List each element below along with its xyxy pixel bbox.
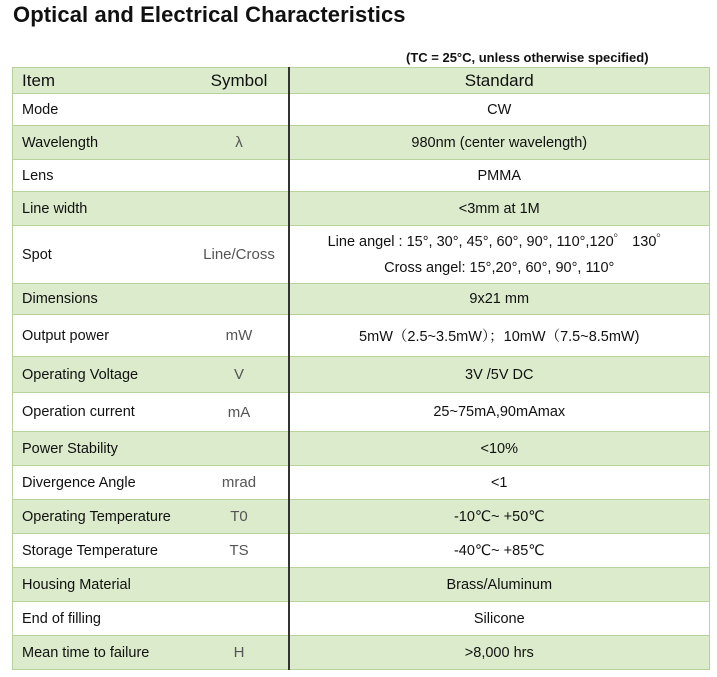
characteristics-table: [12, 67, 710, 670]
header-item: Item: [13, 68, 191, 94]
table-row-wavelength: [13, 126, 710, 160]
row-symbol: V: [191, 357, 289, 393]
row-symbol: TS: [191, 534, 289, 568]
row-standard: Silicone: [289, 602, 710, 636]
row-standard: 9x21 mm: [289, 284, 710, 315]
table-row-divergence-angle: [13, 466, 710, 500]
row-symbol: H: [191, 636, 289, 670]
spot-cross-angles: Cross angel: 15°,20°, 60°, 90°, 110°: [384, 259, 615, 276]
test-condition-note: (TC = 25°C, unless otherwise specified): [406, 50, 649, 65]
page-title: Optical and Electrical Characteristics: [13, 2, 406, 27]
table-row-operation-current: [13, 393, 710, 432]
table-row-storage-temperature: [13, 534, 710, 568]
row-symbol: mrad: [191, 466, 289, 500]
table-header-row: [13, 68, 710, 94]
header-standard: Standard: [289, 68, 710, 94]
row-item: Storage Temperature: [13, 534, 191, 568]
row-symbol: λ: [191, 126, 289, 160]
row-symbol: [191, 602, 289, 636]
row-standard: 25~75mA,90mAmax: [289, 393, 710, 432]
row-standard: <3mm at 1M: [289, 192, 710, 226]
row-item: Spot: [13, 226, 191, 284]
spot-line-angles: Line angel : 15°, 30°, 45°, 60°, 90°, 110°,120゜ 130゜: [327, 233, 671, 250]
table-row-housing-material: [13, 568, 710, 602]
row-item: Operation current: [13, 393, 191, 432]
row-standard: <10%: [289, 432, 710, 466]
row-item: Divergence Angle: [13, 466, 191, 500]
row-symbol: [191, 432, 289, 466]
row-item: Wavelength: [13, 126, 191, 160]
row-item: Output power: [13, 315, 191, 357]
row-standard: Brass/Aluminum: [289, 568, 710, 602]
row-item: End of filling: [13, 602, 191, 636]
table-row-operating-temperature: [13, 500, 710, 534]
row-standard: 3V /5V DC: [289, 357, 710, 393]
row-symbol: [191, 94, 289, 126]
row-symbol: Line/Cross: [191, 226, 289, 284]
row-standard: 5mW（2.5~3.5mW）；10mW（7.5~8.5mW): [289, 315, 710, 357]
table-row-mean-time-to-failure: [13, 636, 710, 670]
table-row-lens: [13, 160, 710, 192]
header-symbol: Symbol: [191, 68, 289, 94]
row-standard: PMMA: [289, 160, 710, 192]
table-row-spot: [13, 226, 710, 284]
row-item: Operating Temperature: [13, 500, 191, 534]
table-row-dimensions: [13, 284, 710, 315]
table-row-mode: [13, 94, 710, 126]
row-standard: <1: [289, 466, 710, 500]
row-item: Mean time to failure: [13, 636, 191, 670]
row-symbol: [191, 192, 289, 226]
row-symbol: [191, 160, 289, 192]
row-item: Housing Material: [13, 568, 191, 602]
table-row-power-stability: [13, 432, 710, 466]
row-item: Mode: [13, 94, 191, 126]
row-standard: [289, 226, 710, 284]
table-row-output-power: [13, 315, 710, 357]
row-symbol: mW: [191, 315, 289, 357]
row-symbol: [191, 568, 289, 602]
table-row-operating-voltage: [13, 357, 710, 393]
row-standard: CW: [289, 94, 710, 126]
row-symbol: [191, 284, 289, 315]
row-item: Power Stability: [13, 432, 191, 466]
row-standard: -10℃~ +50℃: [289, 500, 710, 534]
table-row-end-of-filling: [13, 602, 710, 636]
row-item: Dimensions: [13, 284, 191, 315]
row-item: Line width: [13, 192, 191, 226]
row-standard: 980nm (center wavelength): [289, 126, 710, 160]
row-standard: -40℃~ +85℃: [289, 534, 710, 568]
row-symbol: T0: [191, 500, 289, 534]
row-standard: >8,000 hrs: [289, 636, 710, 670]
row-item: Operating Voltage: [13, 357, 191, 393]
row-item: Lens: [13, 160, 191, 192]
row-symbol: mA: [191, 393, 289, 432]
table-row-line-width: [13, 192, 710, 226]
